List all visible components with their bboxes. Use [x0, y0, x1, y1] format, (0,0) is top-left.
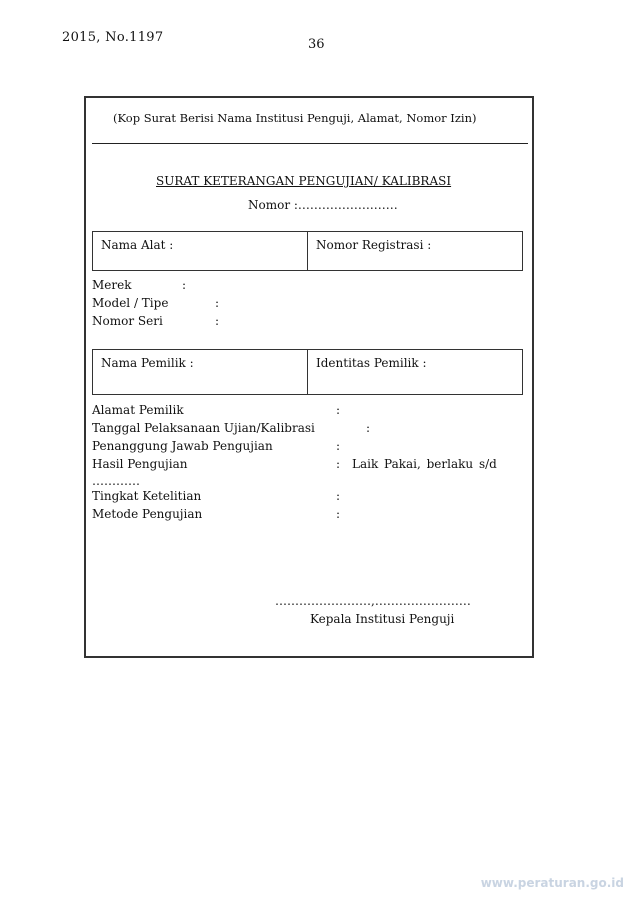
field-label-responsible: Penanggung Jawab Pengujian: [92, 439, 273, 453]
test-result-value: Laik Pakai, berlaku s/d: [352, 457, 497, 471]
page-number: 36: [308, 37, 325, 52]
field-colon: :: [366, 421, 371, 435]
letterhead-divider: [92, 143, 528, 144]
field-colon: :: [215, 314, 220, 328]
equipment-name-cell: Nama Alat :: [101, 238, 174, 252]
equipment-table: [92, 231, 523, 271]
source-watermark: www.peraturan.go.id: [480, 876, 624, 890]
owner-name-cell: Nama Pemilik :: [101, 356, 194, 370]
field-colon: :: [336, 507, 341, 521]
owner-table: [92, 349, 523, 395]
field-colon: :: [215, 296, 220, 310]
field-label-accuracy: Tingkat Ketelitian: [92, 489, 202, 503]
field-colon: :: [182, 278, 187, 292]
letterhead-placeholder: (Kop Surat Berisi Nama Institusi Penguji, Alamat, Nomor Izin): [113, 111, 477, 125]
field-label-serial: Nomor Seri: [92, 314, 163, 328]
field-label-model: Model / Tipe: [92, 296, 169, 310]
owner-identity-cell: Identitas Pemilik :: [307, 350, 522, 394]
field-label-owner-address: Alamat Pemilik: [92, 403, 184, 417]
signature-place-date: ……………………,……………………: [275, 594, 471, 608]
registration-number-cell: Nomor Registrasi :: [307, 232, 522, 270]
field-colon: :: [336, 457, 341, 471]
certificate-title: SURAT KETERANGAN PENGUJIAN/ KALIBRASI: [156, 174, 452, 188]
certificate-number: Nomor :……………….……: [248, 198, 398, 212]
signatory-title: Kepala Institusi Penguji: [310, 612, 455, 626]
field-label-brand: Merek: [92, 278, 132, 292]
field-label-test-method: Metode Pengujian: [92, 507, 203, 521]
test-result-continuation: …………: [92, 474, 140, 488]
field-colon: :: [336, 489, 341, 503]
document-reference: 2015, No.1197: [62, 30, 164, 45]
field-colon: :: [336, 439, 341, 453]
field-colon: :: [336, 403, 341, 417]
field-label-test-date: Tanggal Pelaksanaan Ujian/Kalibrasi: [92, 421, 315, 435]
field-label-test-result: Hasil Pengujian: [92, 457, 188, 471]
